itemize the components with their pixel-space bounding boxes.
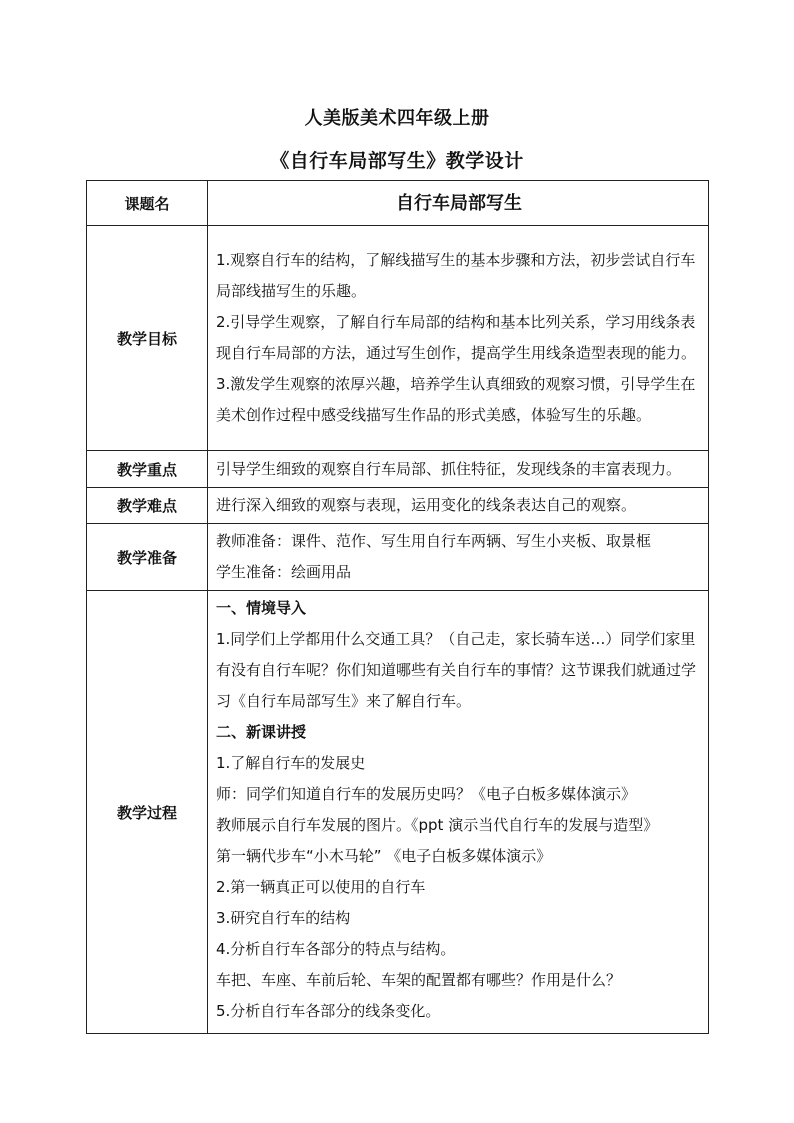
- goals-label: 教学目标: [87, 226, 208, 451]
- topic-value: 自行车局部写生: [208, 181, 709, 226]
- key-points-value: 引导学生细致的观察自行车局部、抓住特征，发现线条的丰富表现力。: [208, 451, 709, 488]
- table-row-topic: [87, 181, 709, 226]
- section-heading-new-lesson: 二、新课讲授: [216, 723, 307, 741]
- process-content: [208, 591, 709, 1034]
- process-label: 教学过程: [87, 591, 208, 1034]
- preparation-content: [208, 524, 709, 591]
- process-line: 3.研究自行车的结构: [216, 909, 351, 927]
- topic-label: 课题名: [87, 181, 208, 226]
- lesson-plan-table: [86, 180, 709, 1034]
- table-row-key-points: [87, 451, 709, 488]
- key-points-label: 教学重点: [87, 451, 208, 488]
- goal-item: 2.引导学生观察，了解自行车局部的结构和基本比列关系，学习用线条表现自行车局部的方法，通过写生创作，提高学生用线条造型表现的能力。: [216, 313, 697, 362]
- goal-item: 3.激发学生观察的浓厚兴趣，培养学生认真细致的观察习惯，引导学生在美术创作过程中感受线描写生作品的形式美感，体验写生的乐趣。: [216, 375, 696, 424]
- goal-item: 1.观察自行车的结构，了解线描写生的基本步骤和方法，初步尝试自行车局部线描写生的乐趣。: [216, 251, 696, 300]
- difficulties-label: 教学难点: [87, 488, 208, 524]
- goals-content: [208, 226, 709, 451]
- difficulties-value: 进行深入细致的观察与表现，运用变化的线条表达自己的观察。: [208, 488, 709, 524]
- table-row-goals: [87, 226, 709, 451]
- process-line: 第一辆代步车“小木马轮” 《电子白板多媒体演示》: [216, 847, 552, 865]
- process-line: 1.了解自行车的发展史: [216, 754, 366, 772]
- process-line: 2.第一辆真正可以使用的自行车: [216, 878, 426, 896]
- document-subtitle: 人美版美术四年级上册: [304, 108, 490, 129]
- student-preparation: 学生准备：绘画用品: [216, 563, 352, 581]
- document-title: 《自行车局部写生》教学设计: [270, 150, 524, 172]
- table-row-difficulties: [87, 488, 709, 524]
- preparation-label: 教学准备: [87, 524, 208, 591]
- process-line: 车把、车座、车前后轮、车架的配置都有哪些？作用是什么？: [216, 971, 622, 989]
- table-row-preparation: [87, 524, 709, 591]
- process-line: 4.分析自行车各部分的特点与结构。: [216, 940, 456, 958]
- process-line: 5.分析自行车各部分的线条变化。: [216, 1002, 441, 1020]
- section-intro-text: 1.同学们上学都用什么交通工具？（自己走，家长骑车送…）同学们家里有没有自行车呢？你们知道哪些有关自行车的事情？这节课我们就通过学习《自行车局部写生》来了解自行车。: [216, 630, 697, 710]
- table-row-process: [87, 591, 709, 1034]
- section-heading-intro: 一、情境导入: [216, 599, 307, 617]
- teacher-preparation: 教师准备：课件、范作、写生用自行车两辆、写生小夹板、取景框: [216, 532, 652, 550]
- process-line: 师：同学们知道自行车的发展历史吗？《电子白板多媒体演示》: [216, 785, 637, 803]
- process-line: 教师展示自行车发展的图片。《ppt 演示当代自行车的发展与造型》: [216, 816, 659, 834]
